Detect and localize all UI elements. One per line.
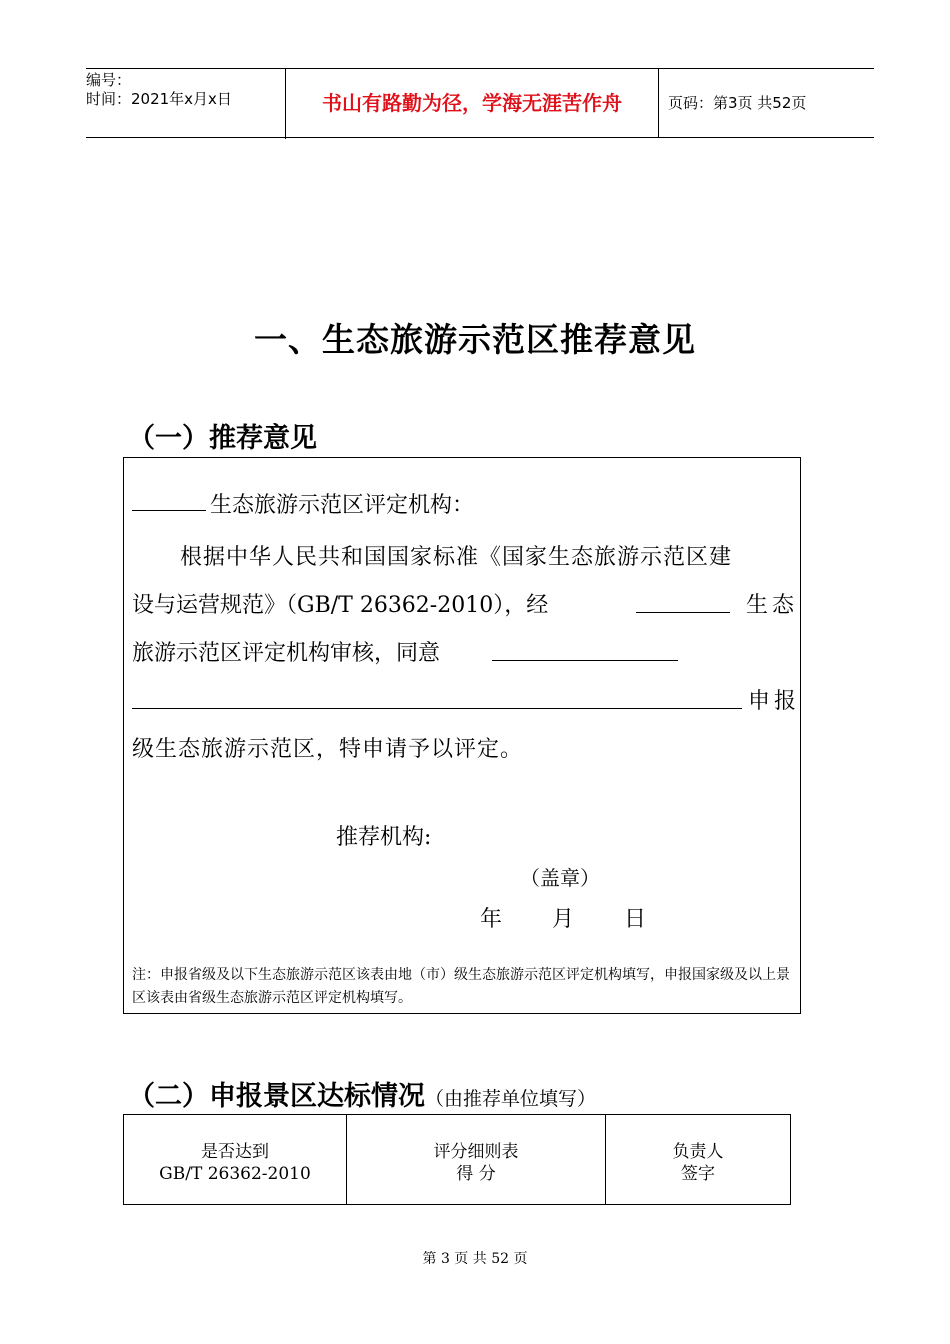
section2-heading-main: （二）申报景区达标情况	[128, 1081, 425, 1112]
header-meta	[86, 69, 286, 139]
page-footer: 第 3 页 共 52 页	[422, 1251, 528, 1267]
section1-heading: （一）推荐意见	[128, 423, 317, 454]
time-label: 时间：2021年x月x日	[86, 90, 232, 108]
para-line-3: 旅游示范区评定机构审核，同意	[132, 641, 441, 666]
recommender-label: 推荐机构:	[336, 825, 432, 850]
col-standard-line2: GB/T 26362-2010	[159, 1164, 311, 1184]
seal-label: （盖章）	[520, 866, 600, 890]
col-standard-line1: 是否达到	[201, 1142, 269, 1162]
header-page-code: 页码：第3页 共52页	[668, 94, 807, 112]
para-line-4b: 申报	[748, 689, 801, 714]
page-title: 一、生态旅游示范区推荐意见	[254, 320, 696, 359]
addressee-line: 生态旅游示范区评定机构：	[210, 493, 475, 518]
header-motto: 书山有路勤为径，学海无涯苦作舟	[286, 69, 659, 137]
note-text: 注：申报省级及以下生态旅游示范区该表由地（市）级生态旅游示范区评定机构填写，申报国家级及以上景区该表由省级生态旅游示范区评定机构填写。	[132, 967, 790, 1006]
para-line-1: 根据中华人民共和国国家标准《国家生态旅游示范区建	[180, 545, 733, 570]
col-score-line2: 得 分	[456, 1164, 496, 1184]
page-header	[86, 68, 874, 138]
section2-heading	[128, 1074, 596, 1113]
section2-heading-sub: （由推荐单位填写）	[425, 1088, 597, 1110]
agency-blank[interactable]	[132, 510, 206, 511]
table-header-cell	[606, 1115, 790, 1204]
recommendation-box	[123, 457, 801, 1014]
compliance-table	[123, 1114, 791, 1205]
col-score-line1: 评分细则表	[433, 1142, 519, 1162]
para-line-2	[132, 588, 548, 619]
level-blank[interactable]	[132, 708, 742, 709]
scenic-area-blank[interactable]	[492, 660, 678, 661]
table-header-cell	[347, 1115, 606, 1204]
para-line-2a: 设与运营规范》（GB/T 26362-2010），经	[132, 593, 549, 618]
reviewer-blank[interactable]	[636, 612, 730, 613]
table-header-cell	[124, 1115, 347, 1204]
col-sign-line1: 负责人	[672, 1142, 724, 1162]
para-line-2b: 生态	[746, 593, 799, 618]
date-day: 日	[624, 907, 647, 932]
para-line-5: 级生态旅游示范区，特申请予以评定。	[132, 737, 524, 762]
number-label: 编号：	[86, 71, 132, 89]
date-year: 年	[480, 907, 503, 932]
col-sign-line2: 签字	[681, 1164, 715, 1184]
date-month: 月	[552, 907, 575, 932]
